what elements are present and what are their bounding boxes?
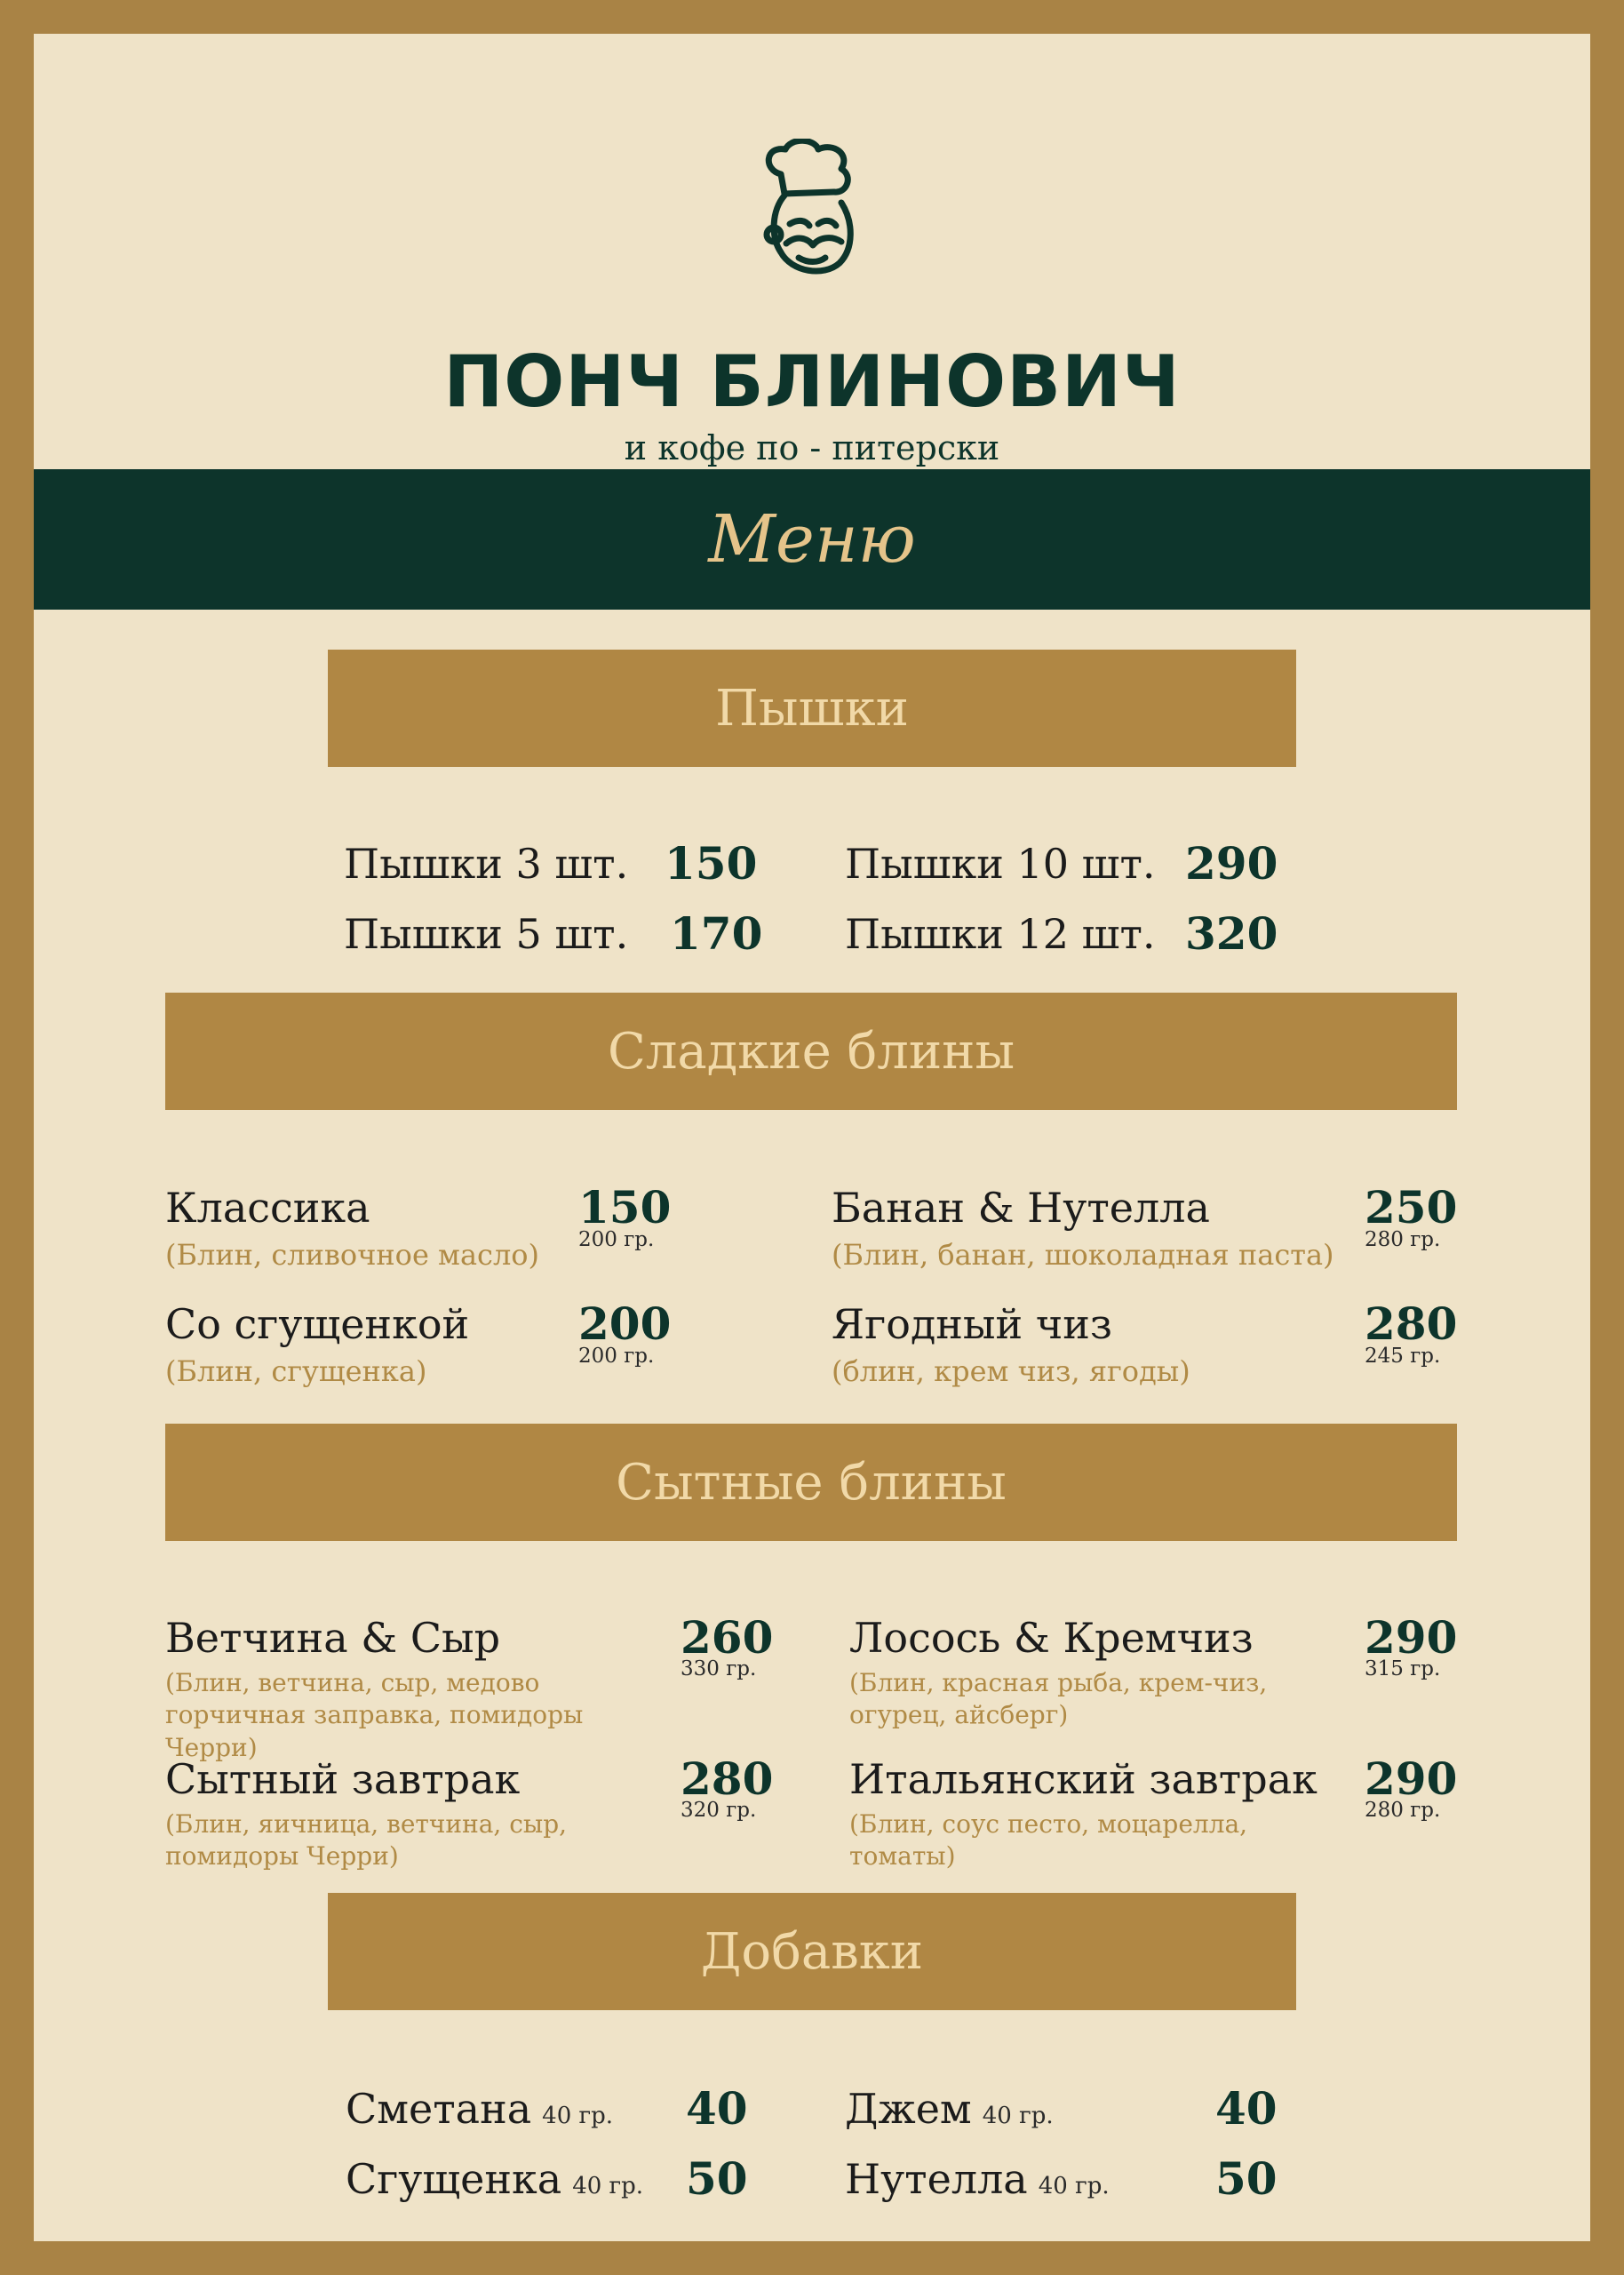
item-price: 40 <box>686 2082 748 2135</box>
item-weight: 245 гр. <box>1365 1345 1441 1368</box>
item-weight: 40 гр. <box>572 2173 644 2199</box>
item-price: 170 <box>670 907 763 960</box>
chef-face-icon <box>754 139 870 299</box>
item-weight: 40 гр. <box>542 2103 614 2129</box>
addon-row <box>845 2155 1110 2203</box>
item-name: Сметана <box>346 2085 532 2133</box>
item-price: 40 <box>1215 2082 1278 2135</box>
section-pyshki <box>328 650 1296 767</box>
item-name: Нутелла <box>845 2155 1028 2203</box>
item-name: Итальянский завтрак <box>849 1755 1318 1803</box>
item-price: 50 <box>1215 2152 1278 2205</box>
item-weight: 200 гр. <box>578 1228 655 1251</box>
section-title: Добавки <box>700 1922 924 1981</box>
item-weight: 330 гр. <box>681 1657 757 1680</box>
section-sweet <box>165 993 1457 1110</box>
item-name: Джем <box>845 2085 972 2133</box>
item-price: 150 <box>578 1181 672 1233</box>
item-price: 250 <box>1365 1181 1458 1233</box>
section-savory <box>165 1424 1457 1541</box>
item-weight: 320 гр. <box>681 1799 757 1822</box>
section-title: Сытные блины <box>616 1453 1007 1512</box>
item-price: 50 <box>686 2152 748 2205</box>
addon-row <box>346 2085 614 2133</box>
item-price: 260 <box>681 1611 774 1664</box>
item-price: 290 <box>1365 1752 1458 1805</box>
section-title: Сладкие блины <box>607 1022 1015 1081</box>
item-price: 280 <box>1365 1297 1458 1350</box>
menu-title: Меню <box>708 501 916 578</box>
item-price: 200 <box>578 1297 672 1350</box>
addon-row <box>346 2155 644 2203</box>
item-weight: 280 гр. <box>1365 1228 1441 1251</box>
item-price: 150 <box>665 837 758 890</box>
item-name: Сытный завтрак <box>165 1755 521 1803</box>
item-price: 290 <box>1365 1611 1458 1664</box>
item-name: Лосось & Кремчиз <box>849 1614 1254 1662</box>
item-weight: 200 гр. <box>578 1345 655 1368</box>
item-name: Ягодный чиз <box>832 1300 1112 1348</box>
item-name: Ветчина & Сыр <box>165 1614 501 1662</box>
item-desc: (Блин, сливочное масло) <box>165 1238 540 1272</box>
item-price: 280 <box>681 1752 774 1805</box>
logo <box>34 139 1590 299</box>
item-desc: (Блин, банан, шоколадная паста) <box>832 1238 1334 1272</box>
item-name: Пышки 12 шт. <box>845 910 1156 958</box>
item-desc: (блин, крем чиз, ягоды) <box>832 1354 1190 1388</box>
brand-name: ПОНЧ БЛИНОВИЧ <box>443 340 1181 423</box>
addon-row <box>845 2085 1054 2133</box>
item-desc: (Блин, яичница, ветчина, сыр, помидоры Черри) <box>165 1809 568 1872</box>
section-title: Пышки <box>715 679 909 738</box>
item-name: Классика <box>165 1184 370 1232</box>
section-addons <box>328 1893 1296 2010</box>
item-weight: 280 гр. <box>1365 1799 1441 1822</box>
item-name: Банан & Нутелла <box>832 1184 1210 1232</box>
item-price: 290 <box>1185 837 1278 890</box>
item-price: 320 <box>1185 907 1278 960</box>
menu-title-band <box>34 469 1590 610</box>
item-name: Пышки 3 шт. <box>344 840 629 888</box>
item-weight: 40 гр. <box>982 2103 1054 2129</box>
brand-tagline: и кофе по - питерски <box>624 428 1000 467</box>
item-desc: (Блин, ветчина, сыр, медово горчичная заправка, помидоры Черри) <box>165 1668 584 1762</box>
item-name: Со сгущенкой <box>165 1300 470 1348</box>
item-name: Сгущенка <box>346 2155 562 2203</box>
item-desc: (Блин, красная рыба, крем-чиз, огурец, айсберг) <box>849 1668 1268 1730</box>
item-weight: 40 гр. <box>1038 2173 1110 2199</box>
item-desc: (Блин, соус песто, моцарелла, томаты) <box>849 1809 1248 1872</box>
item-name: Пышки 10 шт. <box>845 840 1156 888</box>
menu-page <box>34 34 1590 2241</box>
item-weight: 315 гр. <box>1365 1657 1441 1680</box>
item-name: Пышки 5 шт. <box>344 910 629 958</box>
item-desc: (Блин, сгущенка) <box>165 1354 427 1388</box>
